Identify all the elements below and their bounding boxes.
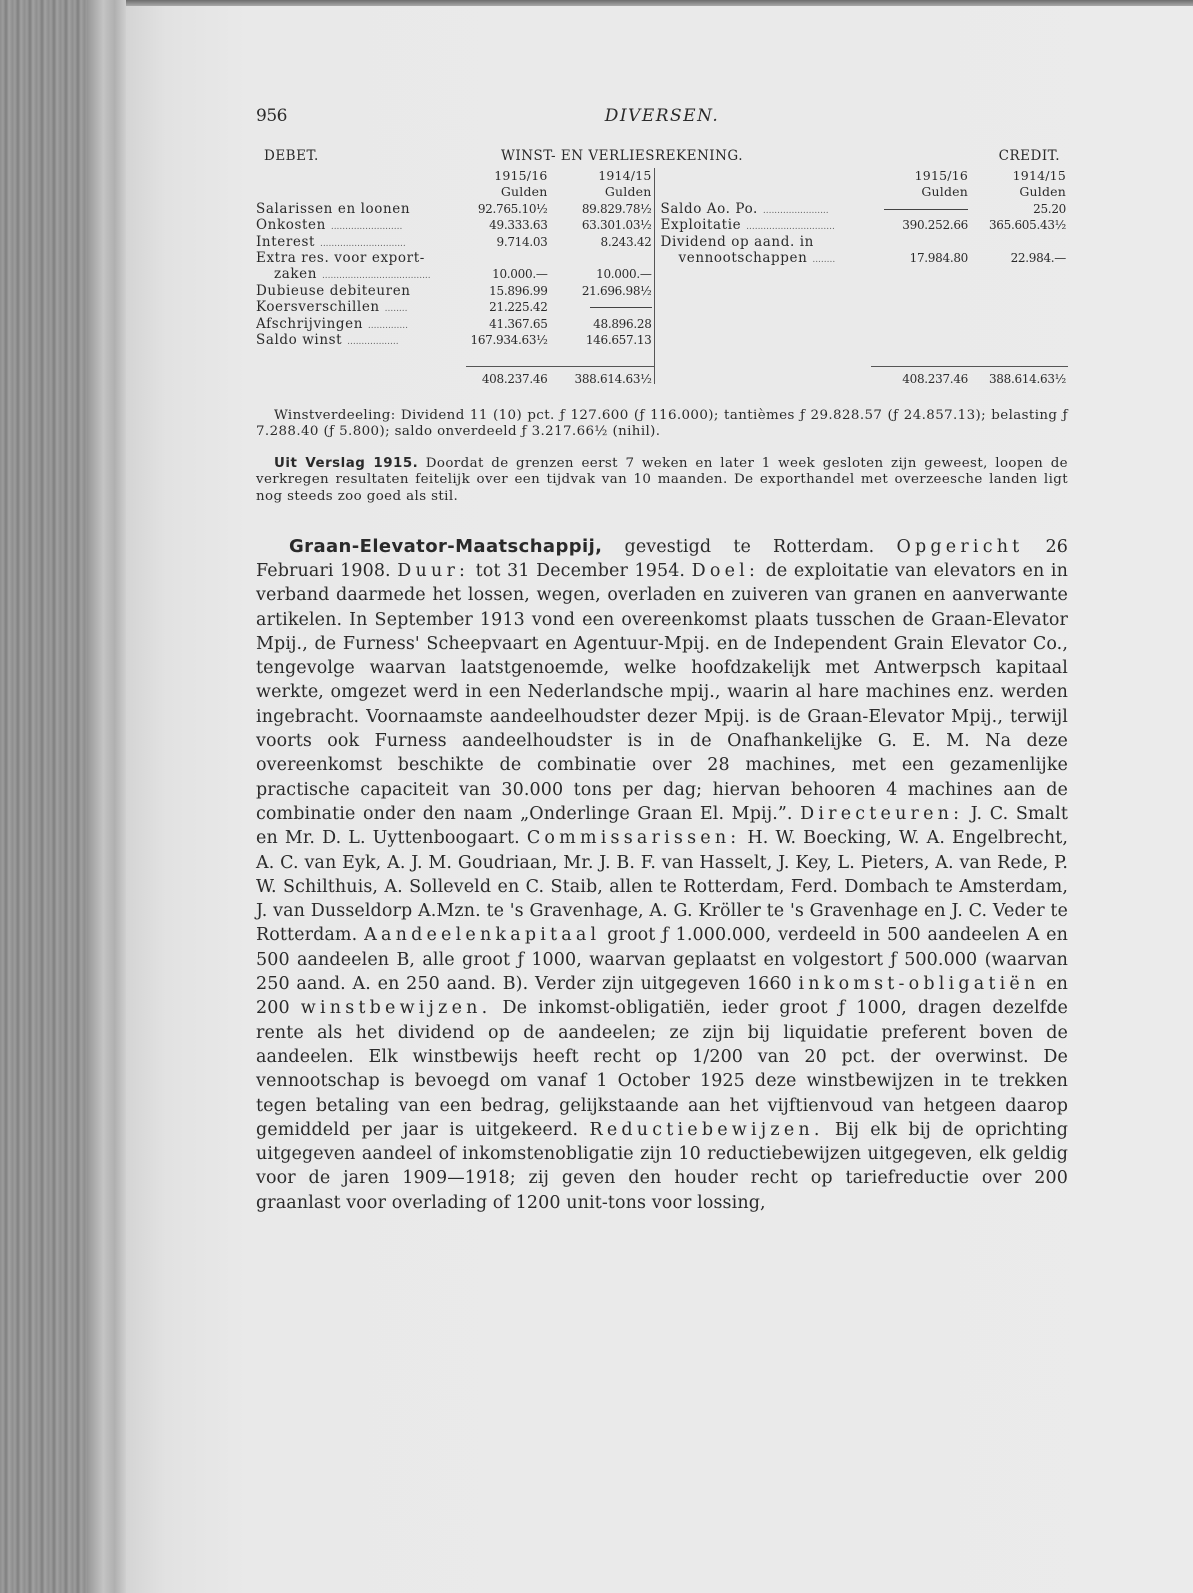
label-winstbewijzen: winstbewijzen. <box>300 998 492 1019</box>
total-rule <box>871 358 1068 367</box>
row-value-1915: 92.765.10½ <box>477 201 548 216</box>
debit-row <box>256 250 654 266</box>
running-header <box>256 100 1068 138</box>
label-reductiebewijzen: Reductiebewijzen. <box>589 1119 824 1140</box>
credit-row: vennootschappen ........ 17.984.80 22.984.— <box>678 249 1066 266</box>
row-label: Afschrijvingen <box>256 315 364 332</box>
debit-row: Interest .............................. 9.714.03 8.243.42 <box>256 233 652 250</box>
col-unit-2: Gulden <box>604 184 652 200</box>
row-value-1915: 9.714.03 <box>496 234 548 249</box>
company-name: Graan-Elevator-Maatschappij, <box>289 535 603 557</box>
col-year-2: 1914/15 <box>1012 168 1066 183</box>
credit-side <box>655 168 1068 387</box>
page-content <box>256 100 1068 1233</box>
credit-row: Exploitatie ............................... 390.252.66 365.605.43½ <box>660 217 1066 234</box>
account-body <box>256 168 1068 387</box>
col-year-1: 1915/16 <box>914 168 968 183</box>
row-label: Dubieuse debiteuren <box>256 282 411 299</box>
label-duur: Duur: <box>397 561 470 581</box>
debit-total-row <box>256 367 654 387</box>
debit-row: zaken ...................................... 10.000.— 10.000.— <box>274 266 652 283</box>
row-label: Onkosten <box>256 217 326 234</box>
row-label: Dividend op aand. in <box>660 233 814 250</box>
row-value-1914: 365.605.43½ <box>988 218 1066 233</box>
column-years <box>661 168 1068 184</box>
column-years <box>256 168 654 184</box>
credit-row: Saldo Ao. Po. ....................... 25.20 <box>660 200 1066 217</box>
row-value-1915: 21.225.42 <box>489 300 548 315</box>
column-units <box>661 184 1068 200</box>
row-value-1914: 21.696.98½ <box>581 283 652 298</box>
row-label: zaken <box>274 266 318 283</box>
label-commissarissen: Commissarissen: <box>526 828 741 849</box>
label-inkomst-obligatien: inkomst-obligatiën <box>798 974 1040 995</box>
label-directeuren: Directeuren: <box>800 803 964 824</box>
account-headings <box>256 148 1068 168</box>
row-label: Saldo Ao. Po. <box>660 200 758 217</box>
row-label: Koersverschillen <box>256 299 380 316</box>
debit-row <box>256 201 654 217</box>
row-value-1914: 22.984.— <box>1010 250 1066 265</box>
row-value-1915 <box>858 201 968 217</box>
row-label: vennootschappen <box>678 249 808 266</box>
row-value-1915: 17.984.80 <box>909 250 968 265</box>
row-value-1914: 146.657.13 <box>585 332 652 347</box>
col-unit-1: Gulden <box>921 184 968 200</box>
col-unit-2: Gulden <box>1019 184 1066 200</box>
col-year-1: 1915/16 <box>494 168 548 183</box>
company-entry: Graan-Elevator-Maatschappij, gevestigd te Rotterdam. Opgericht 26 Februari 1908. Duur: tot 31 December 1954. Doel: de exploitatie van elevators en in verband daarmede het lossen, wegen, overladen en zuiveren van granen en aanverwante artikelen. In September 1913 vond een overeenkomst plaats tusschen de Graan-Elevator Mpij., de Furness' Scheepvaart en Agentuur-Mpij. en de Independent Grain Elevator Co., tengevolge waarvan laatstgenoemde, welke hoofdzakelijk met Antwerpsch kapitaal werkte, omgezet werd in een Nederlandsche mpij., waarin al hare machines enz. werden ingebracht. Voornaamste aandeelhoudster dezer Mpij. is de Graan-Elevator Mpij., terwijl voorts ook Furness aandeelhoudster is in de Onafhankelijke G. E. M. Na deze overeenkomst beschikte de combinatie over 28 machines, met een gezamenlijke practische capaciteit van 30.000 tons per dag; hiervan behooren 4 machines aan de combinatie onder den naam „Onderlinge Graan El. Mpij.”. Directeuren: J. C. Smalt en Mr. D. L. Uyttenboogaart. Commissarissen: H. W. Boecking, W. A. Engelbrecht, A. C. van Eyk, A. J. M. Goudriaan, Mr. J. B. F. van Hasselt, J. Key, L. Pieters, A. van Rede, P. W. Schilthuis, A. Solleveld en C. Staib, allen te Rotterdam, Ferd. Dombach te Amsterdam, J. van Dusseldorp A.Mzn. te 's Gravenhage, A. G. Kröller te 's Gravenhage en J. C. Veder te Rotterdam. Aandeelenkapitaal groot ƒ 1.000.000, verdeeld in 500 aandeelen A en 500 aandeelen B, alle groot ƒ 1000, waarvan geplaatst en volgestort ƒ 500.000 (waarvan 250 aand. A. en 250 aand. B). Verder zijn uitgegeven 1660 inkomst-obligatiën en 200 winstbewijzen. De inkomst-obligatiën, ieder groot ƒ 1000, dragen dezelfde rente als het dividend op de aandeelen; ze zijn bij liquidatie preferent boven de aandeelen. Elk winstbewijs heeft recht op 1/200 van 20 pct. der overwinst. De vennootschap is bevoegd om vanaf 1 October 1925 deze winstbewijzen in te trekken tegen betaling van een bedrag, gelijkstaande aan het vijftienvoud van hetgeen daarop gemiddeld per jaar is uitgekeerd. Reductiebewijzen. Bij elk bij de oprichting uitgegeven aandeel of inkomstenobligatie zijn 10 reductiebewijzen uitgegeven, elk geldig voor de jaren 1909—1918; zij geven den houder recht op tariefreductie over 200 graanlast voor overlading of 1200 unit-tons voor lossing, <box>256 535 1068 1213</box>
profit-loss-account <box>256 148 1068 387</box>
debit-total-1915: 408.237.46 <box>481 372 548 387</box>
row-value-1915: 49.333.63 <box>489 218 548 233</box>
credit-total-1914: 388.614.63½ <box>988 372 1066 387</box>
row-label: Exploitatie <box>660 217 742 234</box>
credit-total-1915: 408.237.46 <box>902 372 968 387</box>
credit-row <box>661 234 1068 250</box>
annual-report-excerpt <box>256 456 1068 505</box>
row-value-1914: 63.301.03½ <box>581 218 652 233</box>
label-opgericht: Opgericht <box>896 536 1024 557</box>
row-value-1914: 48.896.28 <box>593 316 652 331</box>
report-lead: Uit Verslag 1915. <box>274 456 419 472</box>
debit-total-1914: 388.614.63½ <box>574 372 652 387</box>
column-units <box>256 184 654 200</box>
label-doel: Doel: <box>691 561 760 581</box>
row-label: Extra res. voor export- <box>256 249 425 266</box>
col-year-2: 1914/15 <box>598 168 652 183</box>
book-gutter <box>88 0 126 1593</box>
credit-total-row <box>661 367 1068 387</box>
credit-heading: CREDIT. <box>998 148 1060 164</box>
row-label: Salarissen en loonen <box>256 200 411 217</box>
row-value-1914: 8.243.42 <box>600 234 652 249</box>
row-label: Saldo winst <box>256 331 343 348</box>
total-rule <box>466 358 654 367</box>
row-value-1914: 10.000.— <box>596 267 652 282</box>
row-value-1915: 10.000.— <box>492 267 548 282</box>
debit-row: Afschrijvingen .............. 41.367.65 48.896.28 <box>256 315 652 332</box>
debit-side <box>256 168 655 387</box>
debit-row: Saldo winst .................. 167.934.63½ 146.657.13 <box>256 331 652 348</box>
row-label: Interest <box>256 233 316 250</box>
row-value-1915: 41.367.65 <box>489 316 548 331</box>
debit-row <box>256 283 654 299</box>
row-value-1914: 89.829.78½ <box>581 201 652 216</box>
page-number: 956 <box>256 106 287 126</box>
debit-row: Koersverschillen ........ 21.225.42 <box>256 299 654 315</box>
row-value-1915: 167.934.63½ <box>470 332 548 347</box>
row-value-1915: 390.252.66 <box>902 218 968 233</box>
profit-distribution: Winstverdeeling: Dividend 11 (10) pct. ƒ 127.600 (ƒ 116.000); tantièmes ƒ 29.828.57 (ƒ 24.857.13); belasting ƒ 7.288.40 (ƒ 5.800); saldo onverdeeld ƒ 3.217.66½ (nihil). <box>256 407 1068 439</box>
section-title: DIVERSEN. <box>604 106 720 126</box>
row-value-1914: 25.20 <box>1033 201 1066 216</box>
debit-row: Onkosten ......................... 49.333.63 63.301.03½ <box>256 217 652 234</box>
account-title: WINST- EN VERLIESREKENING. <box>501 148 744 164</box>
row-value-1915: 15.896.99 <box>489 283 548 298</box>
label-aandeelenkapitaal: Aandeelenkapitaal <box>364 925 601 946</box>
report-text: Doordat de grenzen eerst 7 weken en later 1 week gesloten zijn geweest, loopen de verkregen resultaten feitelijk over een tijdvak van 10 maanden. De exporthandel met overzeesche landen ligt nog steeds zoo goed als stil. <box>256 456 1068 504</box>
col-unit-1: Gulden <box>500 184 548 200</box>
row-value-1914 <box>548 299 654 315</box>
debit-heading: DEBET. <box>264 148 319 164</box>
